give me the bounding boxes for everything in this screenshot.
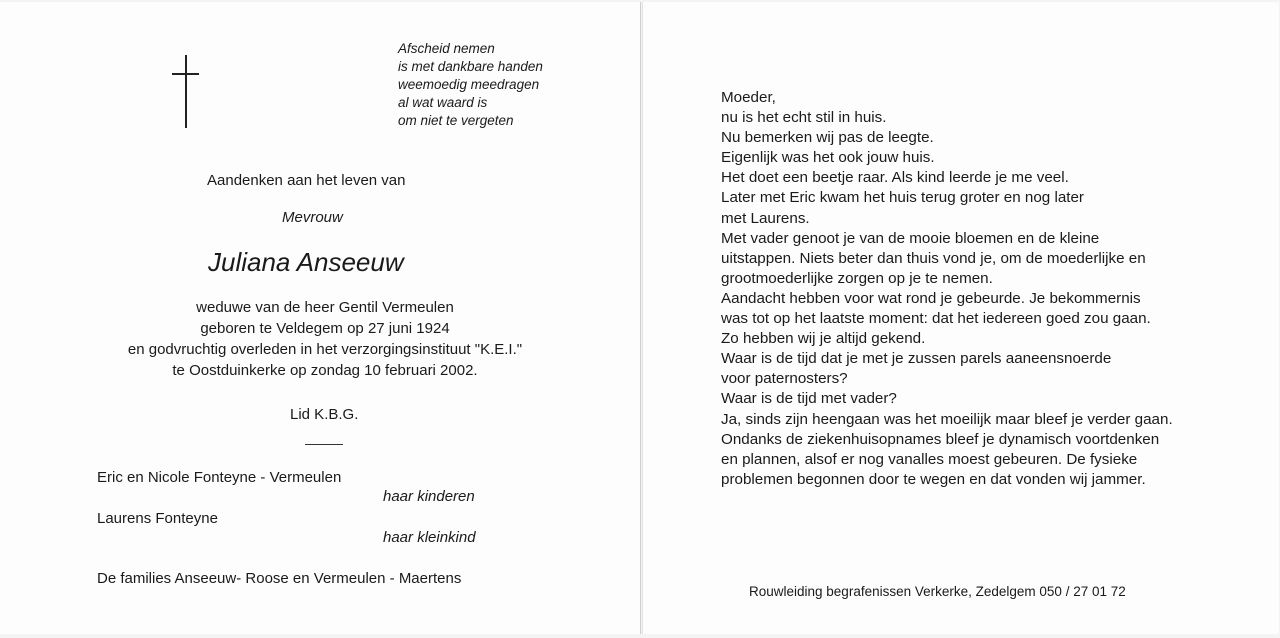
tribute-line: was tot op het laatste moment: dat het iedereen goed zou gaan. [721, 310, 1151, 328]
tribute-line: Waar is de tijd dat je met je zussen parels aaneensnoerde [721, 350, 1112, 368]
family-relation: haar kleinkind [383, 529, 476, 546]
poem-line: al wat waard is [398, 95, 488, 110]
tribute-line: Nu bemerken wij pas de leegte. [721, 129, 934, 147]
tribute-line: Later met Eric kwam het huis terug groter en nog later [721, 189, 1084, 207]
poem-line: weemoedig meedragen [398, 77, 540, 92]
remembrance-heading: Aandenken aan het leven van [207, 172, 406, 189]
funeral-director: Rouwleiding begrafenissen Verkerke, Zedelgem 050 / 27 01 72 [749, 584, 1126, 599]
tribute-line: uitstappen. Niets beter dan thuis vond je, om de moederlijke en [721, 249, 1146, 267]
divider [305, 444, 343, 445]
tribute-line: nu is het echt stil in huis. [721, 109, 887, 127]
tribute-line: problemen begonnen door te wegen en dat vonden wij jammer. [721, 470, 1146, 488]
tribute-line: voor paternosters? [721, 370, 848, 388]
detail-line: te Oostduinkerke op zondag 10 februari 2002. [172, 362, 478, 379]
tribute-line: grootmoederlijke zorgen op je te nemen. [721, 269, 993, 287]
poem [398, 40, 543, 130]
family-names: Laurens Fonteyne [97, 510, 218, 527]
poem-line: Afscheid nemen [398, 41, 495, 56]
title: Mevrouw [282, 209, 343, 226]
left-page [0, 2, 641, 634]
tribute-line: Waar is de tijd met vader? [721, 390, 897, 408]
tribute-line: Ja, sinds zijn heengaan was het moeilijk maar bleef je verder gaan. [721, 410, 1173, 428]
tribute-line: Moeder, [721, 89, 776, 106]
detail-line: geboren te Veldegem op 27 juni 1924 [200, 320, 450, 337]
family-names: Eric en Nicole Fonteyne - Vermeulen [97, 469, 342, 486]
poem-line: om niet te vergeten [398, 113, 514, 128]
tribute-line: Aandacht hebben voor wat rond je gebeurde. Je bekommernis [721, 289, 1141, 307]
tribute-line: en plannen, alsof er nog vanalles moest gebeuren. De fysieke [721, 450, 1138, 468]
tribute-line: Met vader genoot je van de mooie bloemen en de kleine [721, 229, 1100, 247]
tribute-line: met Laurens. [721, 209, 810, 227]
details [0, 297, 650, 381]
tribute-line: Eigenlijk was het ook jouw huis. [721, 149, 935, 167]
tribute-text [721, 88, 1173, 490]
families: De families Anseeuw- Roose en Vermeulen - Maertens [97, 570, 462, 587]
tribute-line: Zo hebben wij je altijd gekend. [721, 330, 926, 348]
poem-line: is met dankbare handen [398, 59, 543, 74]
tribute-line: Ondanks de ziekenhuisopnames bleef je dynamisch voortdenken [721, 430, 1160, 448]
detail-line: weduwe van de heer Gentil Vermeulen [196, 299, 454, 316]
deceased-name: Juliana Anseeuw [208, 247, 404, 277]
right-page [642, 2, 1279, 634]
detail-line: en godvruchtig overleden in het verzorgingsinstituut "K.E.I." [127, 341, 523, 358]
family-relation: haar kinderen [383, 488, 475, 505]
tribute-line: Het doet een beetje raar. Als kind leerde je me veel. [721, 169, 1069, 187]
membership: Lid K.B.G. [290, 406, 359, 423]
